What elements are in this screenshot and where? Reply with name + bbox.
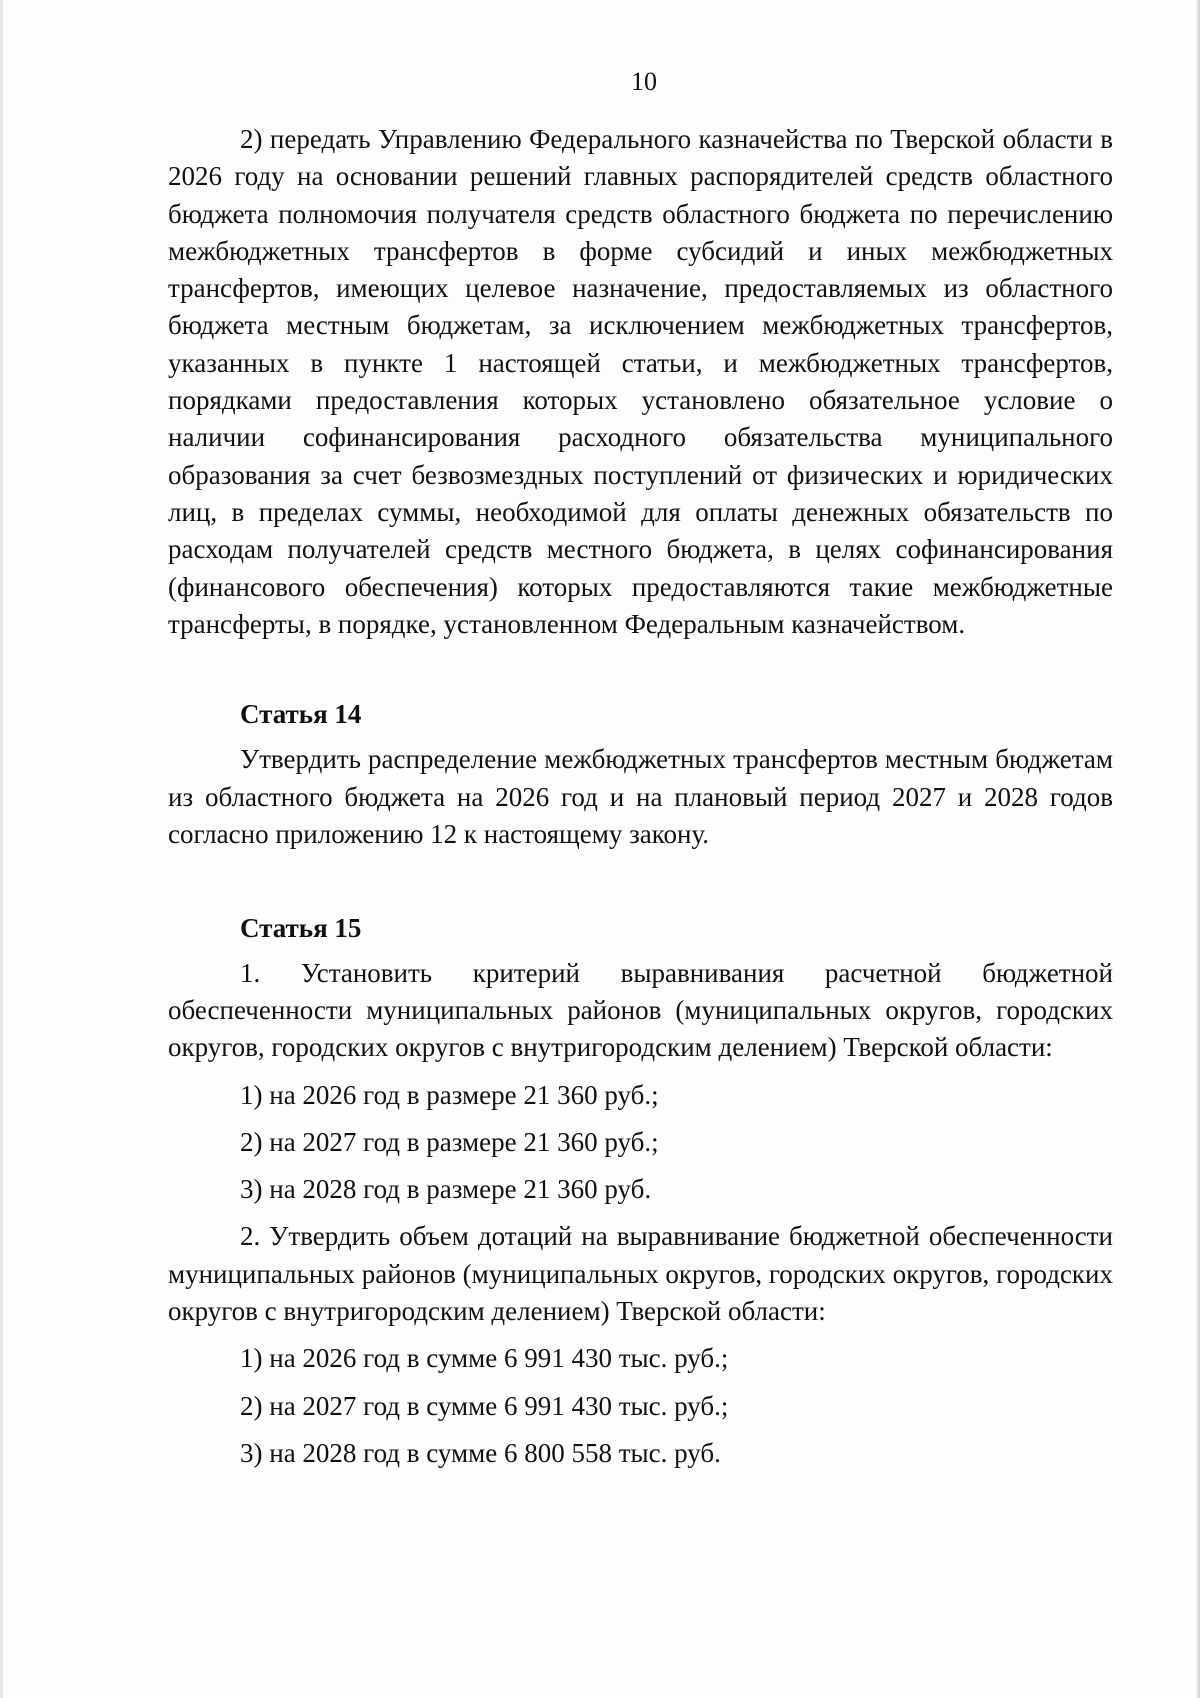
article-15-p2-item-1: 1) на 2026 год в сумме 6 991 430 тыс. руб.; xyxy=(240,1343,729,1374)
page-number: 10 xyxy=(631,67,657,96)
article-15-p2-item-2: 2) на 2027 год в сумме 6 991 430 тыс. руб.; xyxy=(240,1390,729,1421)
article-15-paragraph-1: 1. Установить критерий выравнивания расчетной бюджетной обеспеченности муниципальных районов (муниципальных округов, городских округов, городских округов с внутригородским делением) Тверской области: xyxy=(168,957,1113,1063)
article-15-p1-item-1: 1) на 2026 год в размере 21 360 руб.; xyxy=(240,1079,659,1110)
document-body xyxy=(168,121,1113,1472)
article-15-paragraph-2: 2. Утвердить объем дотаций на выравнивание бюджетной обеспеченности муниципальных районов (муниципальных округов, городских округов, городских округов с внутригородским делением) Тверской области: xyxy=(168,1221,1113,1327)
article-15-p2-item-3: 3) на 2028 год в сумме 6 800 558 тыс. руб. xyxy=(240,1437,721,1468)
paragraph-item-2: 2) передать Управлению Федерального казначейства по Тверской области в 2026 году на основании решений главных распорядителей средств областного бюджета полномочия получателя средств областного бюджета по перечислению межбюджетных трансфертов в форме субсидий и иных межбюджетных трансфертов, имеющих целевое назначение, предоставляемых из областного бюджета местным бюджетам, за исключением межбюджетных трансфертов, указанных в пункте 1 настоящей статьи, и межбюджетных трансфертов, порядками предоставления которых установлено обязательное условие о наличии софинансирования расходного обязательства муниципального образования за счет безвозмездных поступлений от физических и юридических лиц, в пределах суммы, необходимой для оплаты денежных обязательств по расходам получателей средств местного бюджета, в целях софинансирования (финансового обеспечения) которых предоставляются такие межбюджетные трансферты, в порядке, установленном Федеральным казначейством. xyxy=(168,124,1113,639)
article-14-heading: Статья 14 xyxy=(240,699,362,730)
page-right-edge xyxy=(1196,0,1200,1698)
page-left-edge xyxy=(0,0,3,1698)
article-14-text: Утвердить распределение межбюджетных трансфертов местным бюджетам из областного бюджета на 2026 год и на плановый период 2027 и 2028 годов согласно приложению 12 к настоящему закону. xyxy=(168,744,1113,850)
article-15-p1-item-3: 3) на 2028 год в размере 21 360 руб. xyxy=(240,1174,652,1205)
article-15-heading: Статья 15 xyxy=(240,913,362,944)
article-15-p1-item-2: 2) на 2027 год в размере 21 360 руб.; xyxy=(240,1126,659,1157)
